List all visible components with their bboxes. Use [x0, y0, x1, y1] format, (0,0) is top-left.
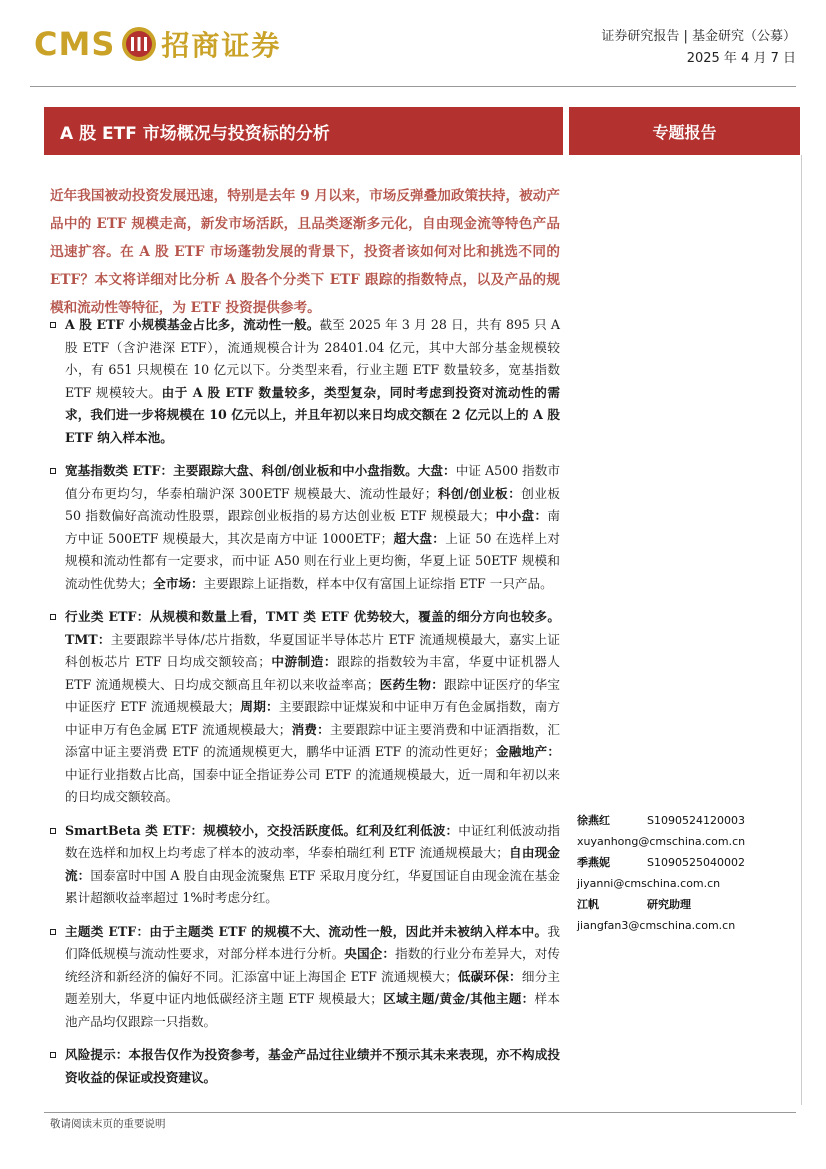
report-title-bar: [44, 107, 563, 155]
analyst-role: 研究助理: [647, 898, 691, 911]
analyst-name: 徐燕红: [577, 814, 610, 827]
analyst-name: 江帆: [577, 898, 599, 911]
report-date: 2025 年 4 月 7 日: [686, 51, 796, 66]
bullet-item: 宽基指数类 ETF：主要跟踪大盘、科创/创业板和中小盘指数。大盘：中证 A500 指数市值分布更均匀，华泰柏瑞沪深 300ETF 规模最大、流动性最好；科创/创业板：创业板 50 指数偏好高流动性股票，跟踪创业板指的易方达创业板 ETF 规模最大；中小盘：南方中证 500ETF 规模最大，其次是南方中证 1000ETF；超大盘：上证 50 在选样上对规模和流动性都有一定要求，而中证 A50 则在行业上更均衡，华夏上证 50ETF 规模和流动性优势大；全市场：主要跟踪上证指数，样本中仅有富国上证综指 ETF 一只产品。: [50, 460, 560, 595]
report-type-line: 证券研究报告 | 基金研究（公募）: [601, 29, 796, 44]
bullet-item: A 股 ETF 小规模基金占比多，流动性一般。截至 2025 年 3 月 28 日，共有 895 只 A 股 ETF（含沪港深 ETF），流通规模合计为 28401.04 亿元，其中大部分基金规模较小，有 651 只规模在 10 亿元以下。分类型来看，行业主题 ETF 数量较多，宽基指数 ETF 规模较大。由于 A 股 ETF 数量较多，类型复杂，同时考虑到投资对流动性的需求，我们进一步将规模在 10 亿元以上，并且年初以来日均成交额在 2 亿元以上的 A 股 ETF 纳入样本池。: [50, 314, 560, 449]
bullet-item: 行业类 ETF：从规模和数量上看，TMT 类 ETF 优势较大，覆盖的细分方向也较多。TMT：主要跟踪半导体/芯片指数，华夏国证半导体芯片 ETF 流通规模最大，嘉实上证科创板芯片 ETF 日均成交额较高；中游制造：跟踪的指数较为丰富，华夏中证机器人 ETF 流通规模大、日均成交额高且年初以来收益率高；医药生物：跟踪中证医疗的华宝中证医疗 ETF 流通规模最大；周期：主要跟踪中证煤炭和中证申万有色金属指数，南方中证申万有色金属 ETF 流通规模最大；消费：主要跟踪中证主要消费和中证酒指数，汇添富中证主要消费 ETF 的流通规模更大，鹏华中证酒 ETF 的流动性更好；金融地产：中证行业指数占比高，国泰中证全指证券公司 ETF 的流通规模最大，近一周和年初以来的日均成交额较高。: [50, 606, 560, 809]
bullet-item: SmartBeta 类 ETF：规模较小，交投活跃度低。红利及红利低波：中证红利低波动指数在选样和加权上均考虑了样本的波动率，华泰柏瑞红利 ETF 流通规模最大；自由现金流：国泰富时中国 A 股自由现金流聚焦 ETF 采取月度分红，华夏国证自由现金流在基金累计超额收益率超过 1%时考虑分红。: [50, 820, 560, 910]
analyst-entry: [577, 810, 802, 852]
checkbox-bullet-icon: [50, 614, 56, 620]
analyst-email[interactable]: jiangfan3@cmschina.com.cn: [577, 919, 736, 932]
risk-warning-item: 风险提示：本报告仅作为投资参考，基金产品过往业绩并不预示其未来表现，亦不构成投资收益的保证或投资建议。: [50, 1044, 560, 1089]
sidebar-divider: [801, 155, 802, 1105]
analyst-id: S1090524120003: [647, 814, 745, 827]
analyst-entry: [577, 894, 802, 936]
report-title: A 股 ETF 市场概况与投资标的分析: [60, 123, 330, 144]
checkbox-bullet-icon: [50, 929, 56, 935]
analyst-email[interactable]: jiyanni@cmschina.com.cn: [577, 877, 721, 890]
key-points-list: [50, 314, 560, 1100]
footer-divider: [44, 1112, 796, 1113]
analyst-panel: [577, 810, 802, 936]
analyst-name: 季燕妮: [577, 856, 610, 869]
logo-emblem-icon: [121, 26, 157, 62]
checkbox-bullet-icon: [50, 468, 56, 474]
header-divider: [30, 86, 796, 87]
logo-chinese: 招商证券: [161, 29, 282, 62]
analyst-entry: [577, 852, 802, 894]
footer-note: 敬请阅读末页的重要说明: [50, 1118, 166, 1130]
company-logo: [34, 22, 281, 66]
checkbox-bullet-icon: [50, 322, 56, 328]
logo-latin: CMS: [34, 25, 116, 63]
bullet-item: 主题类 ETF：由于主题类 ETF 的规模不大、流动性一般，因此并未被纳入样本中。我们降低规模与流动性要求，对部分样本进行分析。央国企：指数的行业分布差异大，对传统经济和新经济的偏好不同。汇添富中证上海国企 ETF 流通规模大；低碳环保：细分主题差别大，华夏中证内地低碳经济主题 ETF 规模最大；区域主题/黄金/其他主题：样本池产品均仅跟踪一只指数。: [50, 921, 560, 1034]
analyst-id: S1090525040002: [647, 856, 745, 869]
report-category: 专题报告: [652, 122, 717, 142]
header-meta: [601, 26, 796, 70]
checkbox-bullet-icon: [50, 828, 56, 834]
analyst-email[interactable]: xuyanhong@cmschina.com.cn: [577, 835, 746, 848]
report-category-bar: [569, 107, 800, 155]
summary-paragraph: 近年我国被动投资发展迅速，特别是去年 9 月以来，市场反弹叠加政策扶持，被动产品中的 ETF 规模走高，新发市场活跃，且品类逐渐多元化，自由现金流等特色产品迅速扩容。在 A 股 ETF 市场蓬勃发展的背景下，投资者该如何对比和挑选不同的 ETF？本文将详细对比分析 A 股各个分类下 ETF 跟踪的指数特点，以及产品的规模和流动性等特征，为 ETF 投资提供参考。: [50, 188, 560, 316]
checkbox-bullet-icon: [50, 1052, 56, 1058]
